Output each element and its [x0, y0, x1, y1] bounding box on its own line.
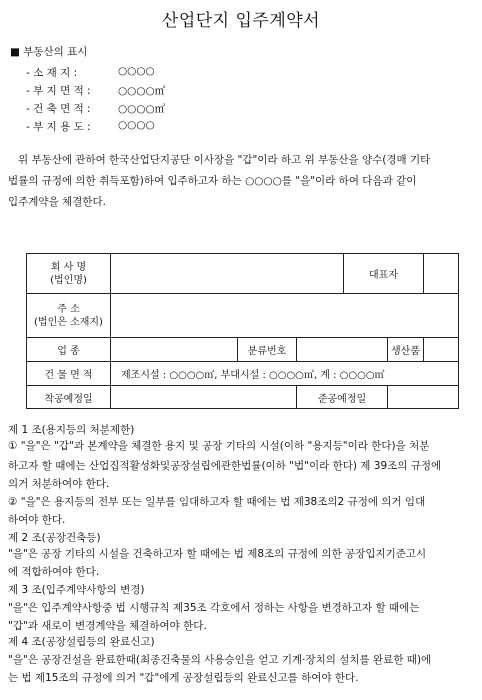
clause-3-title: 제 3 조(입주계약사항의 변경): [8, 584, 145, 596]
clause-1-line-3: 의거 처분하여야 한다.: [8, 478, 110, 490]
document-title: 산업단지 입주계약서: [161, 11, 321, 31]
clause-3-line-2: "갑"과 새로이 변경계약을 체결하여야 한다.: [8, 620, 207, 632]
clause-1-line-2: 하고자 할 때에는 산업집적활성화및공장설립에관한법률(이하 "법"이라 한다) 제 39조의 규정에: [8, 460, 442, 472]
start-date-label: 착공예정일: [27, 386, 111, 409]
clause-1-line-1: ① "을"은 "갑"과 본계약을 체결한 용지 및 공장 기타의 시설(이하 "용지등"이라 한다)을 처분: [8, 440, 430, 452]
property-location-value: ○○○○: [118, 65, 155, 77]
address-label-cell: [27, 294, 111, 338]
clause-2-title: 제 2 조(공장건축등): [8, 532, 101, 544]
property-building-area-label: - 건 축 면 적 :: [26, 103, 91, 115]
business-label: 업 종: [27, 338, 111, 362]
property-location-label: - 소 재 지 :: [26, 67, 78, 79]
clause-1-line-4: ② "을"은 용지등의 전부 또는 일부를 임대하고자 할 때에는 법 제38조의2 규정에 의거 임대: [8, 496, 426, 508]
clause-2-line-2: 에 적합하여야 한다.: [8, 566, 100, 578]
clause-1-line-5: 하여야 한다.: [8, 514, 66, 526]
product-value: [424, 338, 459, 362]
representative-label: 대표자: [344, 254, 424, 294]
company-info-table: [26, 253, 459, 409]
clause-4-line-2: 는 법 제15조의 규정에 의거 "갑"에게 공장설립등의 완료신고를 하여야 한다.: [8, 672, 359, 684]
building-area-value: 제조시설 : ○○○○㎡, 부대시설 : ○○○○㎡, 계 : ○○○○㎡: [111, 362, 459, 386]
address-sublabel: (법인은 소재지): [34, 316, 103, 328]
product-label: 생산품: [388, 338, 424, 362]
property-land-area-value: ○○○○㎡: [118, 85, 166, 97]
intro-line-3: 입주계약을 체결한다.: [8, 196, 106, 208]
address-label: 주 소: [57, 303, 80, 315]
address-value: [111, 294, 459, 338]
start-date-value: [111, 386, 297, 409]
company-name-sublabel: (법인명): [50, 274, 87, 286]
intro-line-2: 법률의 규정에 의한 취득포함)하여 입주하고자 하는 ○○○○를 "을"이라 하여 다음과 같이: [8, 175, 417, 187]
class-no-label: 분류번호: [238, 338, 297, 362]
company-name-label: 회 사 명: [50, 261, 87, 273]
property-building-area-value: ○○○○㎡: [118, 103, 166, 115]
completion-date-value: [388, 386, 459, 409]
clause-2-line-1: "을"은 공장 기타의 시설을 건축하고자 할 때에는 법 제8조의 규정에 의한 공장입지기준고시: [8, 548, 427, 560]
company-name-value: [111, 254, 344, 294]
completion-date-label: 준공예정일: [297, 386, 388, 409]
intro-line-1: 위 부동산에 관하여 한국산업단지공단 이사장을 "갑"이라 하고 위 부동산을 양수(경매 기타: [18, 154, 431, 166]
property-land-area-label: - 부 지 면 적 :: [26, 85, 91, 97]
building-area-label: 건 물 면 적: [27, 362, 111, 386]
clause-4-title: 제 4 조(공장설립등의 완료신고): [8, 636, 155, 648]
property-land-use-value: ○○○○: [118, 119, 155, 131]
business-value: [111, 338, 238, 362]
company-name-label-cell: [27, 254, 111, 294]
class-no-value: [297, 338, 388, 362]
representative-value: [424, 254, 459, 294]
clause-1-title: 제 1 조(용지등의 처분제한): [8, 424, 135, 436]
clause-3-line-1: "을"은 입주계약사항중 법 시행규칙 제35조 각호에서 정하는 사항을 변경하고자 할 때에는: [8, 602, 420, 614]
property-heading: ■ 부동산의 표시: [10, 46, 88, 58]
property-land-use-label: - 부 지 용 도 :: [26, 121, 91, 133]
clause-4-line-1: "을"은 공장건설을 완료한때(최종건축물의 사용승인을 얻고 기계·장치의 설치를 완료한 때)에: [8, 654, 432, 666]
